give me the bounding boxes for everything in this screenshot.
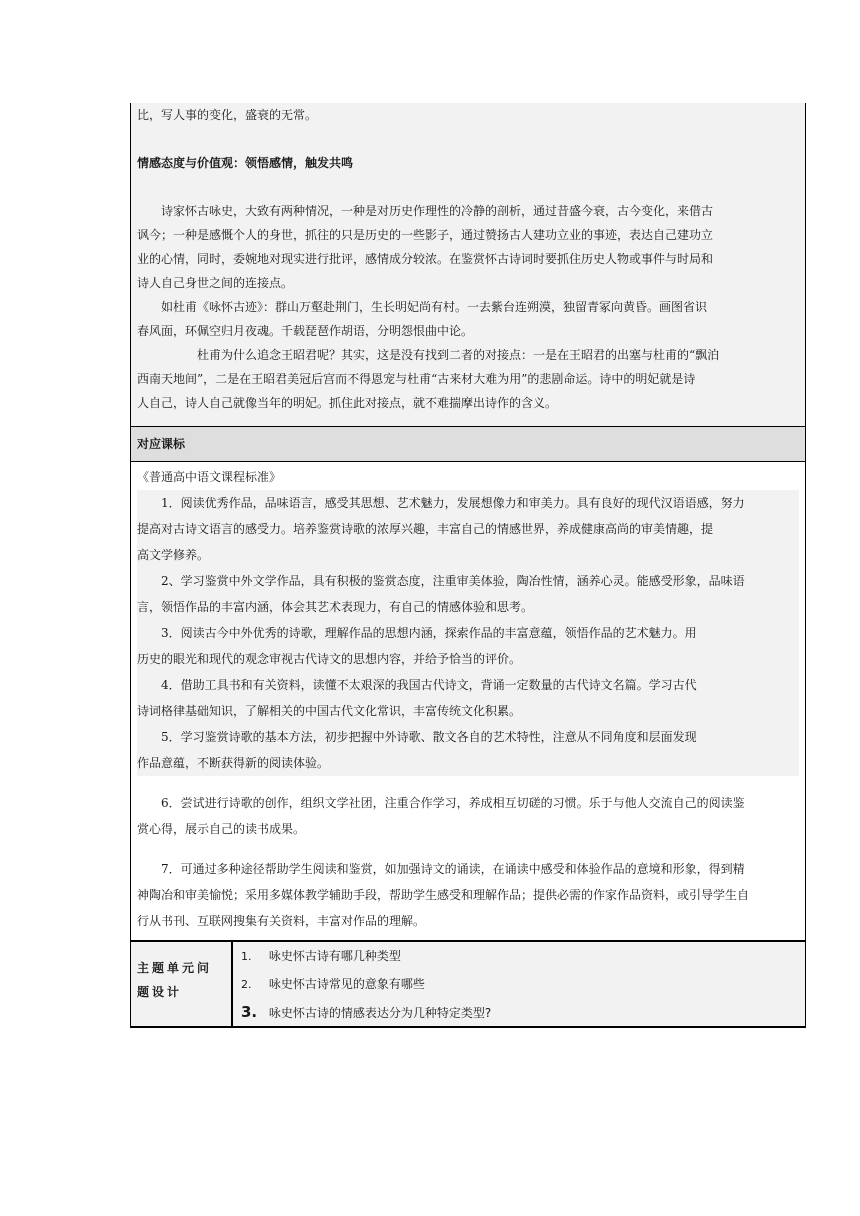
text-line: 比，写人事的变化，盛衰的无常。 [137,108,318,122]
text-line: 人自己，诗人自己就像当年的明妃。抓住此对接点，就不难揣摩出诗作的含义。 [137,396,558,410]
section-heading: 情感态度与价值观：领悟感情，触发共鸣 [137,156,354,170]
intro-section [131,103,805,426]
question-text: 咏史怀古诗有哪几种类型 [268,949,401,963]
question-item [233,942,805,970]
question-number: 1. [241,950,252,963]
blank-line [137,175,799,199]
text-line: 如杜甫《咏怀古迹》：群山万壑赴荆门，生长明妃尚有村。一去紫台连朔漠，独留青冢向黄昏。画图省识 [137,300,708,314]
standards-title: 《普通高中语文课程标准》 [137,470,282,484]
spacer [137,842,799,856]
spacer [137,776,799,790]
standard-line: 神陶冶和审美愉悦；采用多媒体教学辅助手段，帮助学生感受和理解作品；提供必需的作家作品资料，或引导学生自 [137,888,750,902]
standard-line: 言，领悟作品的丰富内涵，体会其艺术表现力，有自己的情感体验和思考。 [137,600,534,614]
text-line: 业的心情，同时，委婉地对现实进行批评，感情成分较浓。在鉴赏怀古诗词时要抓住历史人物或事件与时局和 [137,252,714,266]
standard-line: 高文学修养。 [137,548,210,562]
questions-list [233,942,805,1026]
document-page [130,103,806,1028]
standard-line: 6．尝试进行诗歌的创作，组织文学社团，注重合作学习，养成相互切磋的习惯。乐于与他人交流自己的阅读鉴 [137,796,745,810]
question-item [233,998,805,1026]
text-line: 诗家怀古咏史，大致有两种情况，一种是对历史作理性的冷静的剖析，通过昔盛今衰，古今变化，来借古 [137,204,714,218]
text-line: 讽今；一种是感慨个人的身世，抓往的只是历史的一些影子，通过赞扬古人建功立业的事迹，表达自己建功立 [137,228,714,242]
blank-line [137,127,799,151]
standard-line: 1．阅读优秀作品，品味语言，感受其思想、艺术魅力，发展想像力和审美力。具有良好的现代汉语语感，努力 [137,496,745,510]
standard-line: 历史的眼光和现代的观念审视古代诗文的思想内容，并给予恰当的评价。 [137,652,522,666]
standard-line: 2、学习鉴赏中外文学作品，具有积极的鉴赏态度，注重审美体验，陶冶性情，涵养心灵。能感受形象，品味语 [137,574,745,588]
questions-row [131,940,805,1026]
standards-shaded-block [137,490,799,776]
standards-section [131,462,805,940]
standard-line: 赏心得，展示自己的读书成果。 [137,822,306,836]
standard-line: 提高对古诗文语言的感受力。培养鉴赏诗歌的浓厚兴趣，丰富自己的情感世界，养成健康高尚的审美情趣，提 [137,522,714,536]
text-line: 西南天地间”，二是在王昭君美冠后宫而不得恩宠与杜甫“古来材大难为用”的悲剧命运。诗中的明妃就是诗 [137,372,696,386]
text-line: 春风面，环佩空归月夜魂。千载琵琶作胡语，分明怨恨曲中论。 [137,324,474,338]
question-number: 2. [241,978,252,991]
question-number: 3. [241,1003,258,1021]
standard-line: 3．阅读古今中外优秀的诗歌，理解作品的思想内涵，探索作品的丰富意蕴，领悟作品的艺术魅力。用 [137,626,697,640]
standard-line: 5．学习鉴赏诗歌的基本方法，初步把握中外诗歌、散文各自的艺术特性，注意从不同角度和层面发现 [137,730,697,744]
standard-line: 行从书刊、互联网搜集有关资料，丰富对作品的理解。 [137,914,426,928]
question-item [233,970,805,998]
question-text: 咏史怀古诗常见的意象有哪些 [268,977,425,991]
standard-line: 诗词格律基础知识，了解相关的中国古代文化常识，丰富传统文化积累。 [137,704,522,718]
questions-label: 主题单元问题设计 [131,942,233,1026]
text-line: 诗人自己身世之间的连接点。 [137,276,294,290]
standard-line: 4．借助工具书和有关资料，读懂不太艰深的我国古代诗文，背诵一定数量的古代诗文名篇。学习古代 [137,678,697,692]
question-text: 咏史怀古诗的情感表达分为几种特定类型? [268,1006,492,1020]
standards-header: 对应课标 [131,426,805,462]
standard-line: 7．可通过多种途径帮助学生阅读和鉴赏，如加强诗文的诵读，在诵读中感受和体验作品的意境和形象，得到精 [137,862,745,876]
text-line: 杜甫为什么追念王昭君呢？其实，这是没有找到二者的对接点：一是在王昭君的出塞与杜甫的“飘泊 [137,348,720,362]
standard-line: 作品意蕴，不断获得新的阅读体验。 [137,756,330,770]
content-table [130,103,806,1028]
